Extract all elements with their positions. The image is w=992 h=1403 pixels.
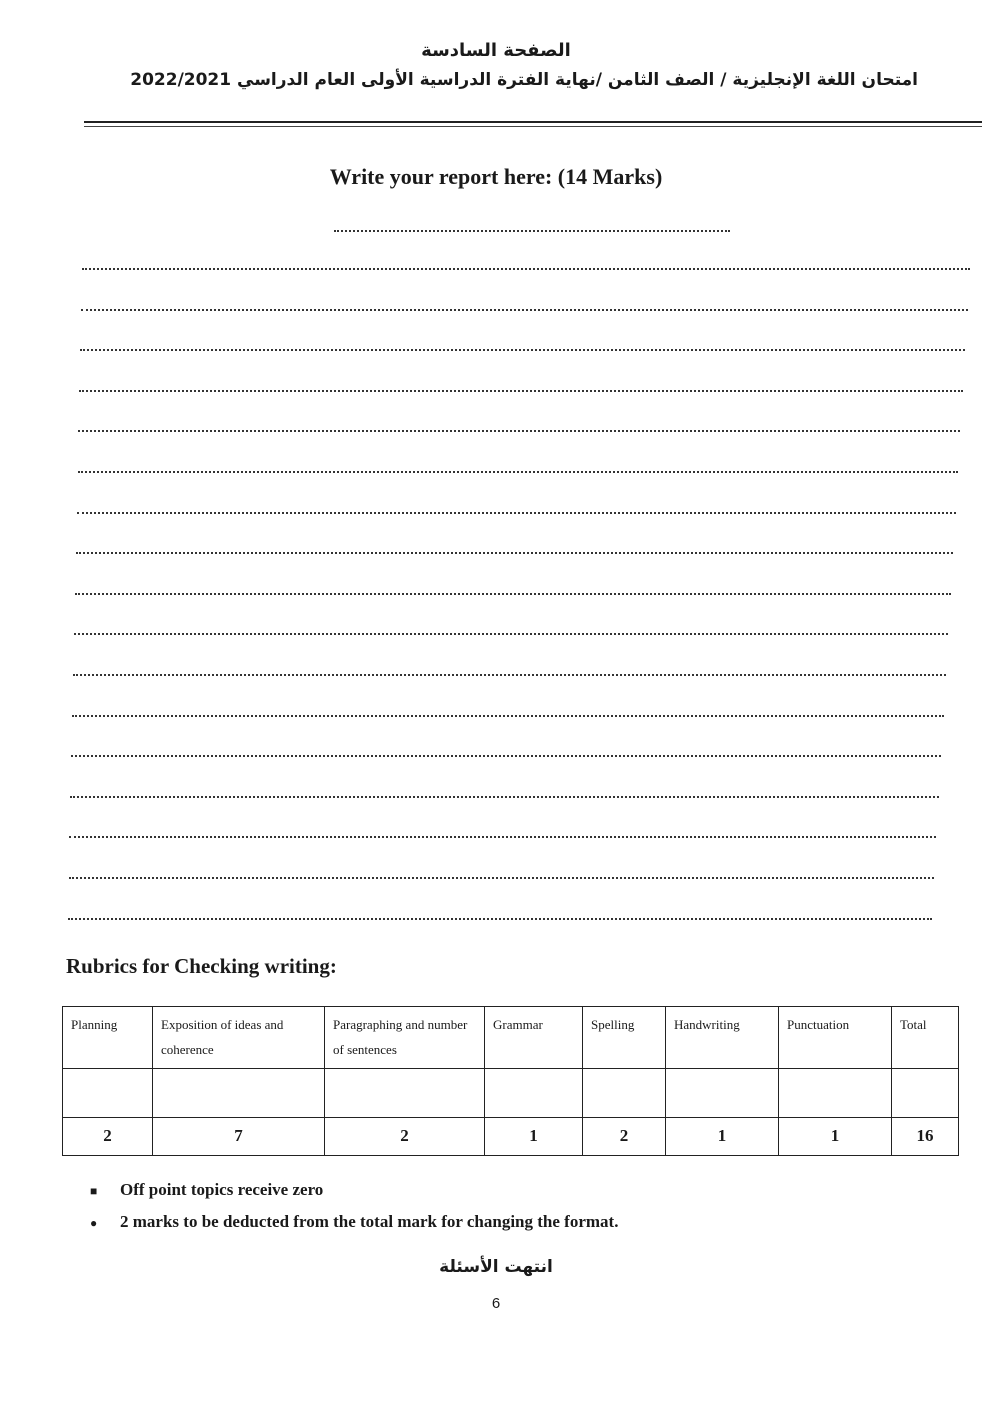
mark-total: 16 — [892, 1118, 959, 1155]
dotted-answer-line[interactable] — [76, 552, 954, 554]
dotted-answer-line[interactable] — [74, 633, 949, 635]
dotted-answer-line[interactable] — [71, 755, 941, 757]
dotted-answer-line[interactable] — [73, 674, 946, 676]
note-text: 2 marks to be deducted from the total mark for changing the format. — [120, 1212, 619, 1231]
dotted-answer-line[interactable] — [77, 512, 956, 514]
rubrics-heading: Rubrics for Checking writing: — [66, 954, 337, 978]
score-cell[interactable] — [63, 1069, 153, 1118]
mark-grammar: 1 — [485, 1118, 583, 1155]
rubric-score-row — [63, 1069, 959, 1118]
bullet-icon: ■ — [90, 1184, 98, 1198]
dotted-answer-line[interactable] — [72, 715, 944, 717]
mark-planning: 2 — [63, 1118, 153, 1155]
note-text: Off point topics receive zero — [120, 1180, 324, 1199]
score-cell[interactable] — [666, 1069, 779, 1118]
dotted-answer-line[interactable] — [69, 877, 935, 879]
rubric-col-punctuation: Punctuation — [779, 1007, 892, 1069]
rubric-col-exposition: Exposition of ideas and coherence — [153, 1007, 325, 1069]
header-rule — [84, 121, 982, 123]
score-cell[interactable] — [485, 1069, 583, 1118]
rubric-col-spelling: Spelling — [583, 1007, 666, 1069]
exam-title-line: امتحان اللغة الإنجليزية / الصف الثامن /نهاية الفترة الدراسية الأولى العام الدراسي 2022/2021 — [130, 70, 918, 90]
dotted-answer-line[interactable] — [75, 593, 951, 595]
mark-spelling: 2 — [583, 1118, 666, 1155]
mark-exposition: 7 — [153, 1118, 325, 1155]
dotted-answer-line[interactable] — [78, 471, 959, 473]
rubric-marks-row — [63, 1118, 959, 1155]
note-item — [90, 1180, 618, 1200]
rubric-col-grammar: Grammar — [485, 1007, 583, 1069]
rubric-col-total: Total — [892, 1007, 959, 1069]
rubric-col-planning: Planning — [63, 1007, 153, 1069]
page-number: 6 — [491, 1295, 501, 1312]
rubric-table — [62, 1006, 959, 1156]
dotted-answer-line[interactable] — [68, 918, 932, 920]
note-item — [90, 1212, 618, 1232]
score-cell[interactable] — [583, 1069, 666, 1118]
rubric-col-handwriting: Handwriting — [666, 1007, 779, 1069]
dotted-answer-line[interactable] — [80, 349, 965, 351]
end-of-questions: انتهت الأسئلة — [439, 1257, 553, 1277]
rubric-header-row — [63, 1007, 959, 1069]
dotted-answer-line[interactable] — [81, 309, 968, 311]
score-cell[interactable] — [325, 1069, 485, 1118]
header-rule-thin — [84, 126, 982, 127]
dotted-answer-line[interactable] — [79, 390, 963, 392]
dotted-answer-line[interactable] — [82, 268, 970, 270]
report-title: Write your report here: (14 Marks) — [329, 164, 663, 189]
score-cell[interactable] — [153, 1069, 325, 1118]
rubric-col-paragraphing: Paragraphing and number of sentences — [325, 1007, 485, 1069]
mark-punctuation: 1 — [779, 1118, 892, 1155]
notes-list — [90, 1180, 618, 1244]
score-cell[interactable] — [779, 1069, 892, 1118]
mark-handwriting: 1 — [666, 1118, 779, 1155]
mark-paragraphing: 2 — [325, 1118, 485, 1155]
dotted-answer-line[interactable] — [334, 230, 730, 232]
dotted-answer-line[interactable] — [69, 836, 936, 838]
page-label: الصفحة السادسة — [421, 40, 571, 61]
dotted-answer-line[interactable] — [78, 430, 960, 432]
dotted-answer-line[interactable] — [70, 796, 939, 798]
bullet-icon: ● — [90, 1216, 98, 1230]
score-cell[interactable] — [892, 1069, 959, 1118]
